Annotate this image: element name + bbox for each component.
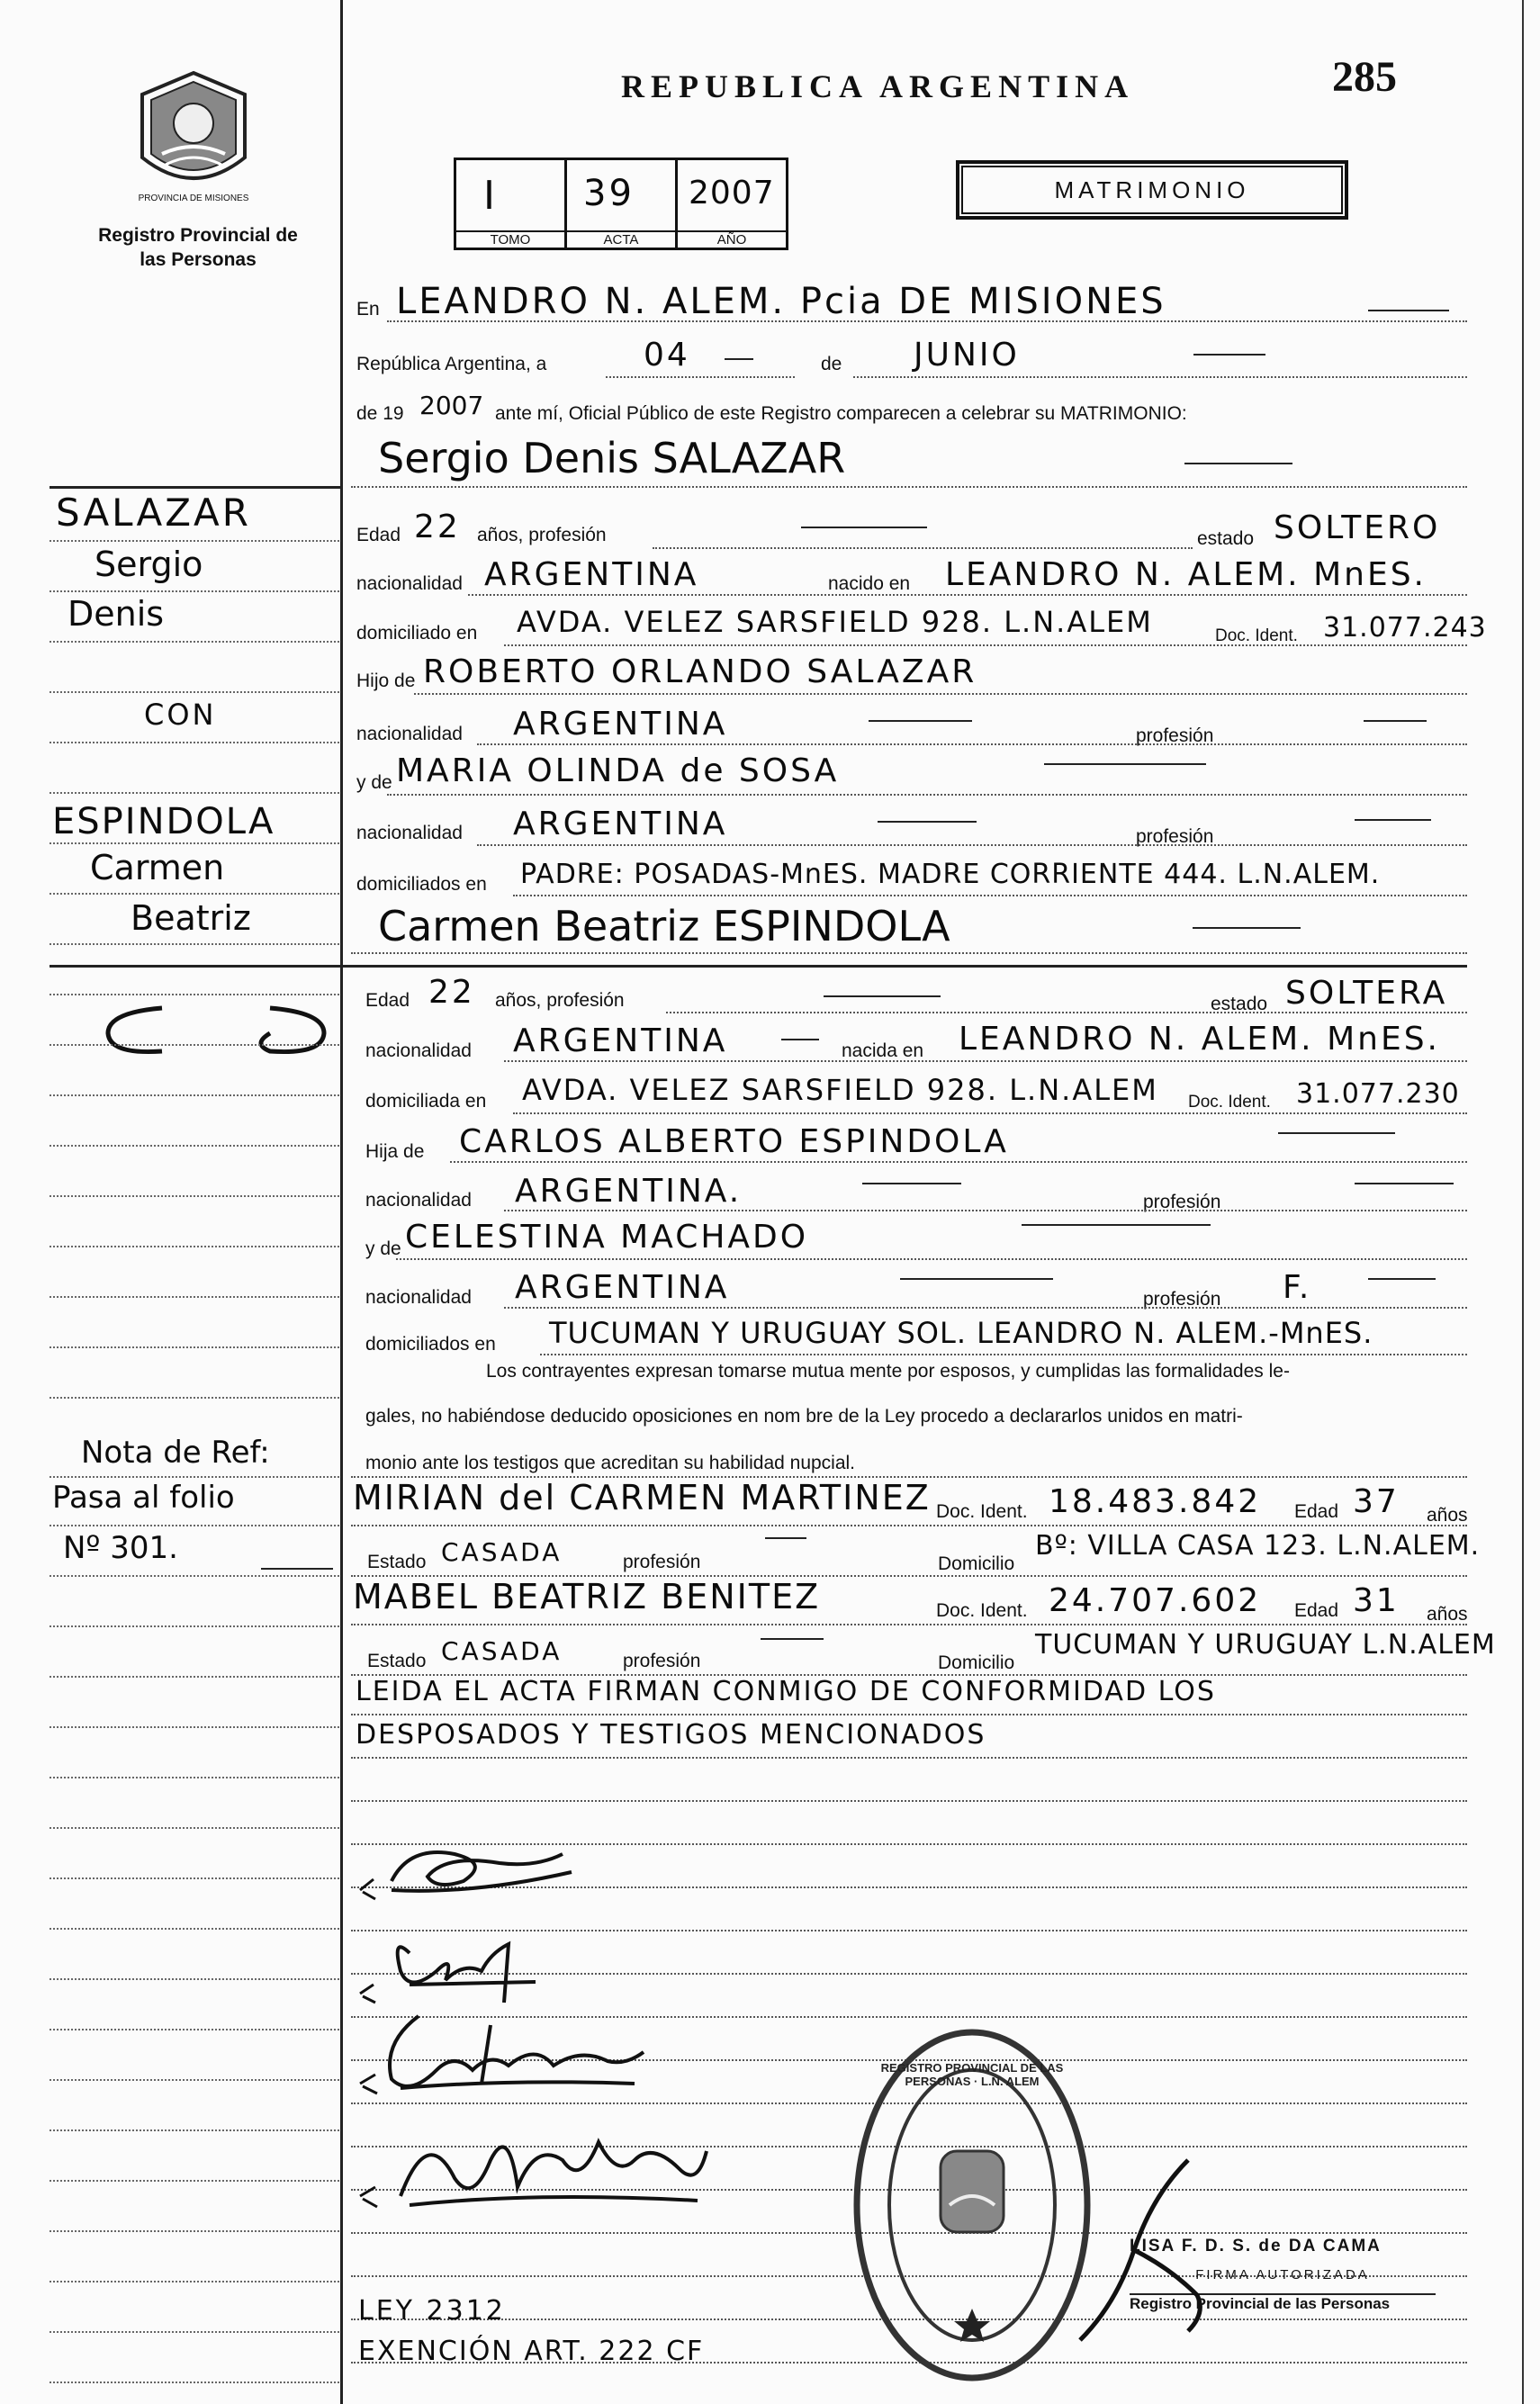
groom-age: 22	[414, 509, 461, 545]
witness1-doc: 18.483.842	[1049, 1483, 1262, 1520]
margin-bride-name2: Beatriz	[131, 898, 251, 938]
margin-note-number: Nº 301.	[63, 1530, 178, 1566]
signature-officer	[356, 1827, 590, 1908]
fill-rule	[351, 1624, 1467, 1625]
groom-anos-prof: años, profesión	[477, 525, 607, 545]
margin-rule	[50, 1625, 339, 1627]
bride-anos-prof: años, profesión	[495, 990, 625, 1011]
margin-rule	[50, 2331, 339, 2333]
witness2-dom-label: Domicilio	[938, 1652, 1015, 1673]
margin-divider	[340, 0, 343, 2404]
bride-address: AVDA. VELEZ SARSFIELD 928. L.N.ALEM	[522, 1073, 1158, 1107]
fill-dash	[1368, 310, 1449, 311]
fill-dash	[261, 1568, 333, 1570]
ano-cell	[678, 160, 786, 248]
groom-birthplace: LEANDRO N. ALEM. MnES.	[945, 556, 1427, 593]
witness1-name: MIRIAN del CARMEN MARTINEZ	[353, 1478, 931, 1517]
groom-estado-label: estado	[1197, 528, 1255, 549]
fill-rule	[351, 1714, 1467, 1715]
groom-mother-nationality: ARGENTINA	[513, 806, 728, 842]
witness1-estado: CASADA	[441, 1537, 563, 1567]
witness1-anos-label: años	[1427, 1505, 1468, 1526]
margin-rule	[50, 2230, 339, 2232]
margin-rule	[50, 1525, 339, 1526]
fill-rule	[513, 1112, 1467, 1114]
margin-rule	[50, 1246, 339, 1247]
fill-rule	[351, 952, 1467, 954]
bride-nacida-label: nacida en	[842, 1040, 924, 1061]
margin-rule	[50, 1877, 339, 1879]
official-stamp-line1: LISA F. D. S. de DA CAMA	[1130, 2237, 1382, 2255]
closing-line1: LEIDA EL ACTA FIRMAN CONMIGO DE CONFORMIDAD LOS	[356, 1676, 1216, 1707]
fill-rule	[504, 1307, 1467, 1309]
fill-dash	[801, 527, 927, 528]
bride-parent-label: Hija de	[365, 1141, 425, 1162]
witness1-dom-label: Domicilio	[938, 1553, 1015, 1574]
bride-mother: CELESTINA MACHADO	[405, 1219, 809, 1256]
fill-dash	[1368, 1278, 1436, 1280]
bride-age: 22	[428, 974, 475, 1011]
margin-groom-name1: Sergio	[95, 545, 203, 584]
bride-parents-dom-label: domiciliados en	[365, 1334, 496, 1355]
witness1-edad-label: Edad	[1294, 1501, 1339, 1522]
fill-dash	[1044, 763, 1206, 765]
signature-witnesses	[356, 2106, 716, 2223]
acta-cell	[567, 160, 678, 248]
de-label: de	[821, 354, 842, 374]
fill-rule	[414, 693, 1467, 695]
intro-month: JUNIO	[914, 337, 1020, 374]
seal-text: PROVINCIA DE MISIONES	[138, 194, 249, 203]
margin-rule	[50, 2180, 339, 2182]
groom-mother: MARIA OLINDA de SOSA	[396, 752, 840, 789]
fill-rule	[468, 594, 1467, 596]
year-prefix: de 19	[356, 403, 404, 424]
republica-label: República Argentina, a	[356, 354, 547, 374]
section-rule	[50, 486, 340, 489]
seal-emblem-icon	[126, 68, 261, 203]
witness2-estado: CASADA	[441, 1636, 563, 1666]
declaration-line3: monio ante los testigos que acreditan su habilidad nupcial.	[365, 1453, 856, 1473]
country-title: REPUBLICA ARGENTINA	[621, 68, 1135, 104]
fill-dash	[1022, 1224, 1211, 1226]
margin-rule	[50, 1726, 339, 1728]
margin-note-line: Pasa al folio	[52, 1480, 235, 1516]
intro-place: LEANDRO N. ALEM. Pcia DE MISIONES	[396, 281, 1166, 322]
margin-rule	[50, 641, 339, 643]
right-border	[1522, 0, 1524, 2404]
footer-law: LEY 2312	[358, 2295, 506, 2327]
intro-day: 04	[644, 337, 690, 374]
signature-official	[1062, 2142, 1224, 2349]
margin-rule	[50, 1777, 339, 1778]
groom-y-de-label: y de	[356, 772, 392, 793]
margin-rule	[50, 540, 339, 542]
witness2-estado-label: Estado	[367, 1651, 427, 1671]
signature-bride	[356, 1998, 653, 2106]
page-number: 285	[1332, 53, 1397, 101]
groom-doc-label: Doc. Ident.	[1215, 626, 1298, 645]
bride-estado: SOLTERA	[1285, 975, 1448, 1012]
groom-father-nat-label: nacionalidad	[356, 724, 463, 744]
witness1-age: 37	[1353, 1483, 1400, 1520]
groom-nationality: ARGENTINA	[484, 556, 699, 593]
fill-rule	[504, 1210, 1467, 1211]
fill-dash	[725, 358, 753, 360]
margin-groom-name2: Denis	[68, 594, 165, 634]
bride-mother-prof-label: profesión	[1143, 1289, 1221, 1310]
groom-estado: SOLTERO	[1274, 509, 1441, 546]
margin-rule	[50, 1575, 339, 1577]
margin-rule	[50, 1676, 339, 1678]
groom-edad-label: Edad	[356, 525, 401, 545]
fill-dash	[1193, 354, 1265, 356]
declaration-line2: gales, no habiéndose deducido oposiciones en nom bre de la Ley procedo a declararlos unidos en matri-	[365, 1406, 1243, 1427]
groom-full-name: Sergio Denis SALAZAR	[378, 434, 846, 482]
witness2-doc: 24.707.602	[1049, 1582, 1262, 1619]
fill-dash	[1364, 720, 1427, 722]
fill-rule	[477, 743, 1467, 745]
bride-parents-address: TUCUMAN Y URUGUAY SOL. LEANDRO N. ALEM.-MnES.	[549, 1316, 1373, 1350]
margin-rule	[50, 1978, 339, 1980]
round-stamp-text: REGISTRO PROVINCIAL DE LAS PERSONAS · L.N. ALEM	[880, 2061, 1064, 2088]
margin-con: CON	[144, 698, 217, 732]
fill-rule	[540, 1354, 1467, 1355]
fill-rule	[450, 1161, 1467, 1163]
margin-rule	[50, 1044, 339, 1046]
groom-address: AVDA. VELEZ SARSFIELD 928. L.N.ALEM	[517, 605, 1153, 639]
bride-edad-label: Edad	[365, 990, 410, 1011]
fill-rule	[504, 644, 1467, 646]
groom-parent-label: Hijo de	[356, 671, 416, 691]
acta-value: 39	[583, 173, 635, 214]
margin-rule	[50, 1928, 339, 1930]
margin-rule	[50, 1296, 339, 1298]
section-rule	[50, 965, 1467, 968]
fill-rule	[513, 895, 1467, 896]
fill-dash	[1355, 819, 1431, 821]
witness1-doc-label: Doc. Ident.	[936, 1501, 1028, 1522]
bride-nat-label: nacionalidad	[365, 1040, 472, 1061]
margin-rule	[50, 2029, 339, 2030]
margin-rule	[50, 1476, 339, 1478]
margin-rule	[50, 893, 339, 895]
fill-rule	[387, 794, 1467, 796]
witness2-age: 31	[1353, 1582, 1400, 1619]
margin-bride-name1: Carmen	[90, 848, 225, 887]
witness2-doc-label: Doc. Ident.	[936, 1600, 1028, 1621]
round-stamp	[851, 2025, 1094, 2385]
witness1-estado-label: Estado	[367, 1552, 427, 1572]
margin-rule	[50, 2381, 339, 2383]
fill-rule	[351, 1757, 1467, 1759]
fill-dash	[781, 1039, 819, 1040]
fill-rule	[351, 1800, 1467, 1802]
margin-rule	[50, 792, 339, 794]
witness2-anos-label: años	[1427, 1604, 1468, 1625]
fill-dash	[869, 720, 972, 722]
margin-bracket-icon	[99, 999, 333, 1062]
fill-dash	[761, 1638, 824, 1640]
fill-dash	[1278, 1132, 1395, 1134]
fill-rule	[853, 376, 1467, 378]
fill-dash	[878, 821, 977, 823]
tomo-acta-ano-table	[454, 158, 788, 250]
groom-father: ROBERTO ORLANDO SALAZAR	[423, 653, 977, 690]
margin-rule	[50, 1195, 339, 1197]
witness2-prof-label: profesión	[623, 1651, 701, 1671]
margin-rule	[50, 1094, 339, 1096]
groom-nat-label: nacionalidad	[356, 573, 463, 594]
margin-rule	[50, 943, 339, 945]
bride-nationality: ARGENTINA	[513, 1022, 728, 1059]
intro-statement: ante mí, Oficial Público de este Registro comparecen a celebrar su MATRIMONIO:	[495, 403, 1187, 424]
witness2-edad-label: Edad	[1294, 1600, 1339, 1621]
margin-bride-surname: ESPINDOLA	[52, 801, 275, 842]
witness2-address: TUCUMAN Y URUGUAY L.N.ALEM	[1035, 1629, 1496, 1661]
bride-y-de-label: y de	[365, 1238, 401, 1259]
fill-dash	[862, 1183, 961, 1184]
declaration-line1: Los contrayentes expresan tomarse mutua mente por esposos, y cumplidas las formalidades le-	[486, 1361, 1290, 1382]
bride-father-nationality: ARGENTINA.	[515, 1173, 743, 1210]
fill-rule	[504, 1060, 1467, 1062]
margin-rule	[50, 742, 339, 743]
fill-dash	[824, 995, 941, 997]
fill-dash	[1184, 463, 1292, 464]
bride-dom-label: domiciliada en	[365, 1091, 487, 1112]
registry-name: Registro Provincial de las Personas	[98, 225, 298, 270]
fill-rule	[666, 1012, 1467, 1013]
fill-rule	[387, 320, 1467, 322]
fill-dash	[1193, 927, 1301, 929]
bride-father: CARLOS ALBERTO ESPINDOLA	[459, 1123, 1009, 1160]
record-type-box	[956, 160, 1348, 220]
tomo-label: TOMO	[456, 230, 564, 248]
fill-rule	[477, 844, 1467, 846]
registry-seal	[126, 68, 261, 203]
groom-parents-dom-label: domiciliados en	[356, 874, 487, 895]
tomo-cell	[456, 160, 567, 248]
groom-nacido-label: nacido en	[828, 573, 911, 594]
bride-doc-label: Doc. Ident.	[1188, 1093, 1271, 1112]
fill-rule	[653, 547, 1193, 549]
margin-note-title: Nota de Ref:	[81, 1435, 270, 1471]
witness1-address: Bº: VILLA CASA 123. L.N.ALEM.	[1035, 1530, 1481, 1562]
bride-estado-label: estado	[1211, 994, 1268, 1014]
groom-mother-nat-label: nacionalidad	[356, 823, 463, 843]
fill-dash	[765, 1537, 806, 1539]
margin-rule	[50, 691, 339, 693]
fill-rule	[351, 486, 1467, 488]
en-label: En	[356, 299, 380, 320]
ano-value: 2007	[689, 175, 775, 212]
bride-mother-nationality: ARGENTINA	[515, 1269, 730, 1306]
bride-father-nat-label: nacionalidad	[365, 1190, 472, 1211]
margin-rule	[50, 842, 339, 844]
fill-dash	[1355, 1183, 1454, 1184]
fill-rule	[351, 1525, 1467, 1526]
closing-line2: DESPOSADOS Y TESTIGOS MENCIONADOS	[356, 1719, 986, 1751]
bride-father-prof-label: profesión	[1143, 1192, 1221, 1212]
margin-rule	[50, 2079, 339, 2081]
fill-dash	[900, 1278, 1053, 1280]
margin-rule	[50, 1827, 339, 1829]
bride-birthplace: LEANDRO N. ALEM. MnES.	[959, 1021, 1440, 1058]
fill-rule	[396, 1258, 1467, 1260]
groom-father-prof-label: profesión	[1136, 725, 1214, 746]
footer-exemption: EXENCIÓN ART. 222 CF	[358, 2336, 705, 2367]
margin-rule	[50, 994, 339, 995]
record-type: MATRIMONIO	[1054, 176, 1250, 203]
margin-rule	[50, 1346, 339, 1348]
margin-rule	[50, 1145, 339, 1147]
intro-year: 2007	[419, 391, 484, 420]
groom-parents-address: PADRE: POSADAS-MnES. MADRE CORRIENTE 444. L.N.ALEM.	[520, 859, 1381, 890]
margin-rule	[50, 1397, 339, 1399]
groom-mother-prof-label: profesión	[1136, 826, 1214, 847]
margin-groom-surname: SALAZAR	[56, 491, 251, 535]
fill-rule	[606, 376, 795, 378]
witness2-name: MABEL BEATRIZ BENITEZ	[353, 1577, 821, 1616]
witness1-prof-label: profesión	[623, 1552, 701, 1572]
groom-father-nationality: ARGENTINA	[513, 706, 728, 743]
margin-rule	[50, 2129, 339, 2131]
tomo-value: I	[483, 173, 498, 219]
margin-rule	[50, 2281, 339, 2282]
bride-mother-profession: F.	[1283, 1269, 1312, 1306]
groom-doc: 31.077.243	[1323, 612, 1487, 644]
margin-rule	[50, 590, 339, 592]
ano-label: AÑO	[678, 230, 786, 248]
official-stamp-line2: FIRMA AUTORIZADA	[1195, 2267, 1370, 2282]
bride-mother-nat-label: nacionalidad	[365, 1287, 472, 1308]
acta-label: ACTA	[567, 230, 675, 248]
official-stamp-line3: Registro Provincial de las Personas	[1130, 2293, 1436, 2313]
bride-doc: 31.077.230	[1296, 1078, 1460, 1110]
groom-dom-label: domiciliado en	[356, 623, 478, 644]
bride-full-name: Carmen Beatriz ESPINDOLA	[378, 902, 950, 950]
